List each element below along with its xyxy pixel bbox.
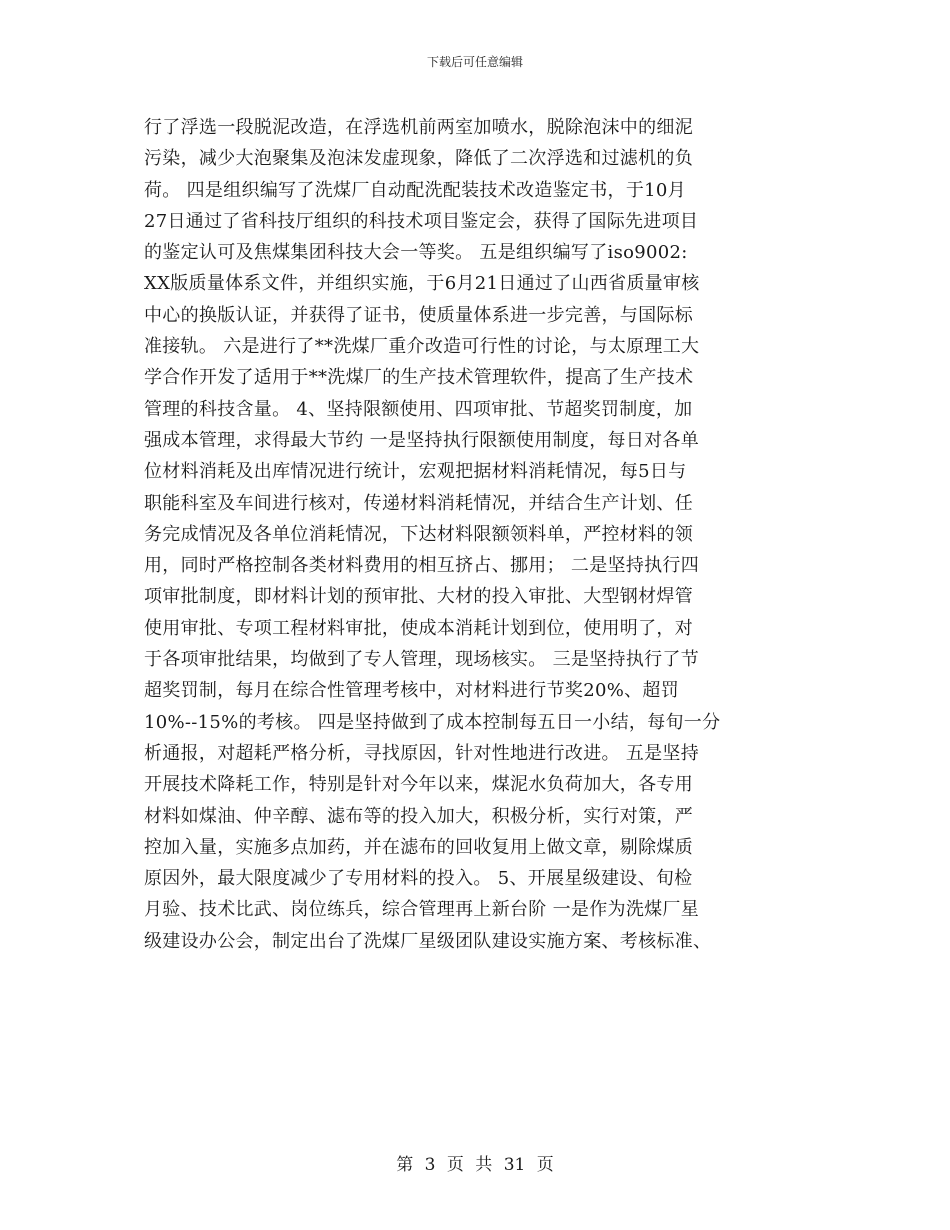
body-line: 开展技术降耗工作，特别是针对今年以来，煤泥水负荷加大，各专用 xyxy=(144,774,693,796)
body-line: 用，同时严格控制各类材料费用的相互挤占、挪用； 二是坚持执行四 xyxy=(144,555,700,577)
body-line: 10%--15%的考核。 四是坚持做到了成本控制每五日一小结，每旬一分 xyxy=(144,711,721,733)
body-line: 准接轨。 六是进行了**洗煤厂重介改造可行性的讨论，与太原理工大 xyxy=(144,336,700,358)
body-line: 原因外，最大限度减少了专用材料的投入。 5、开展星级建设、旬检 xyxy=(144,868,693,890)
document-body xyxy=(144,112,814,957)
page-number-footer: 第 3 页 共 31 页 xyxy=(396,1155,554,1175)
body-line: 管理的科技含量。 4、坚持限额使用、四项审批、节超奖罚制度，加 xyxy=(144,398,693,420)
body-line: 学合作开发了适用于**洗煤厂的生产技术管理软件，提高了生产技术 xyxy=(144,367,694,389)
body-line: 材料如煤油、仲辛醇、滤布等的投入加大，积极分析，实行对策，严 xyxy=(144,805,693,827)
body-line: 析通报，对超耗严格分析，寻找原因，针对性地进行改进。 五是坚持 xyxy=(144,742,700,764)
body-line: 于各项审批结果，均做到了专人管理，现场核实。 三是坚持执行了节 xyxy=(144,649,700,671)
body-line: 项审批制度，即材料计划的预审批、大材的投入审批、大型钢材焊管 xyxy=(144,586,693,608)
body-line: XX版质量体系文件，并组织实施，于6月21日通过了山西省质量审核 xyxy=(144,273,700,295)
body-line: 荷。 四是组织编写了洗煤厂自动配洗配装技术改造鉴定书，于10月 xyxy=(144,179,686,201)
body-line: 强成本管理，求得最大节约 一是坚持执行限额使用制度，每日对各单 xyxy=(144,429,700,451)
page-header-note: 下载后可任意编辑 xyxy=(426,55,523,69)
body-line: 超奖罚制，每月在综合性管理考核中，对材料进行节奖20%、超罚 xyxy=(144,680,680,702)
body-line: 控加入量，实施多点加药，并在滤布的回收复用上做文章，剔除煤质 xyxy=(144,836,693,858)
body-line: 污染，减少大泡聚集及泡沫发虚现象，降低了二次浮选和过滤机的负 xyxy=(144,148,693,170)
body-line: 27日通过了省科技厅组织的科技术项目鉴定会，获得了国际先进项目 xyxy=(144,210,699,232)
body-line: 务完成情况及各单位消耗情况，下达材料限额领料单，严控材料的领 xyxy=(144,523,693,545)
body-line: 职能科室及车间进行核对，传递材料消耗情况，并结合生产计划、任 xyxy=(144,492,693,514)
body-line: 使用审批、专项工程材料审批，使成本消耗计划到位，使用明了，对 xyxy=(144,617,693,639)
body-line: 中心的换版认证，并获得了证书，使质量体系进一步完善，与国际标 xyxy=(144,304,693,326)
body-line: 行了浮选一段脱泥改造，在浮选机前两室加喷水，脱除泡沫中的细泥 xyxy=(144,117,693,138)
body-line: 位材料消耗及出库情况进行统计，宏观把据材料消耗情况，每5日与 xyxy=(144,461,687,483)
body-line: 级建设办公会，制定出台了洗煤厂星级团队建设实施方案、考核标准、 xyxy=(144,930,712,952)
body-line: 月验、技术比武、岗位练兵，综合管理再上新台阶 一是作为洗煤厂星 xyxy=(144,899,700,921)
body-line: 的鉴定认可及焦煤集团科技大会一等奖。 五是组织编写了iso9002: xyxy=(144,242,688,264)
